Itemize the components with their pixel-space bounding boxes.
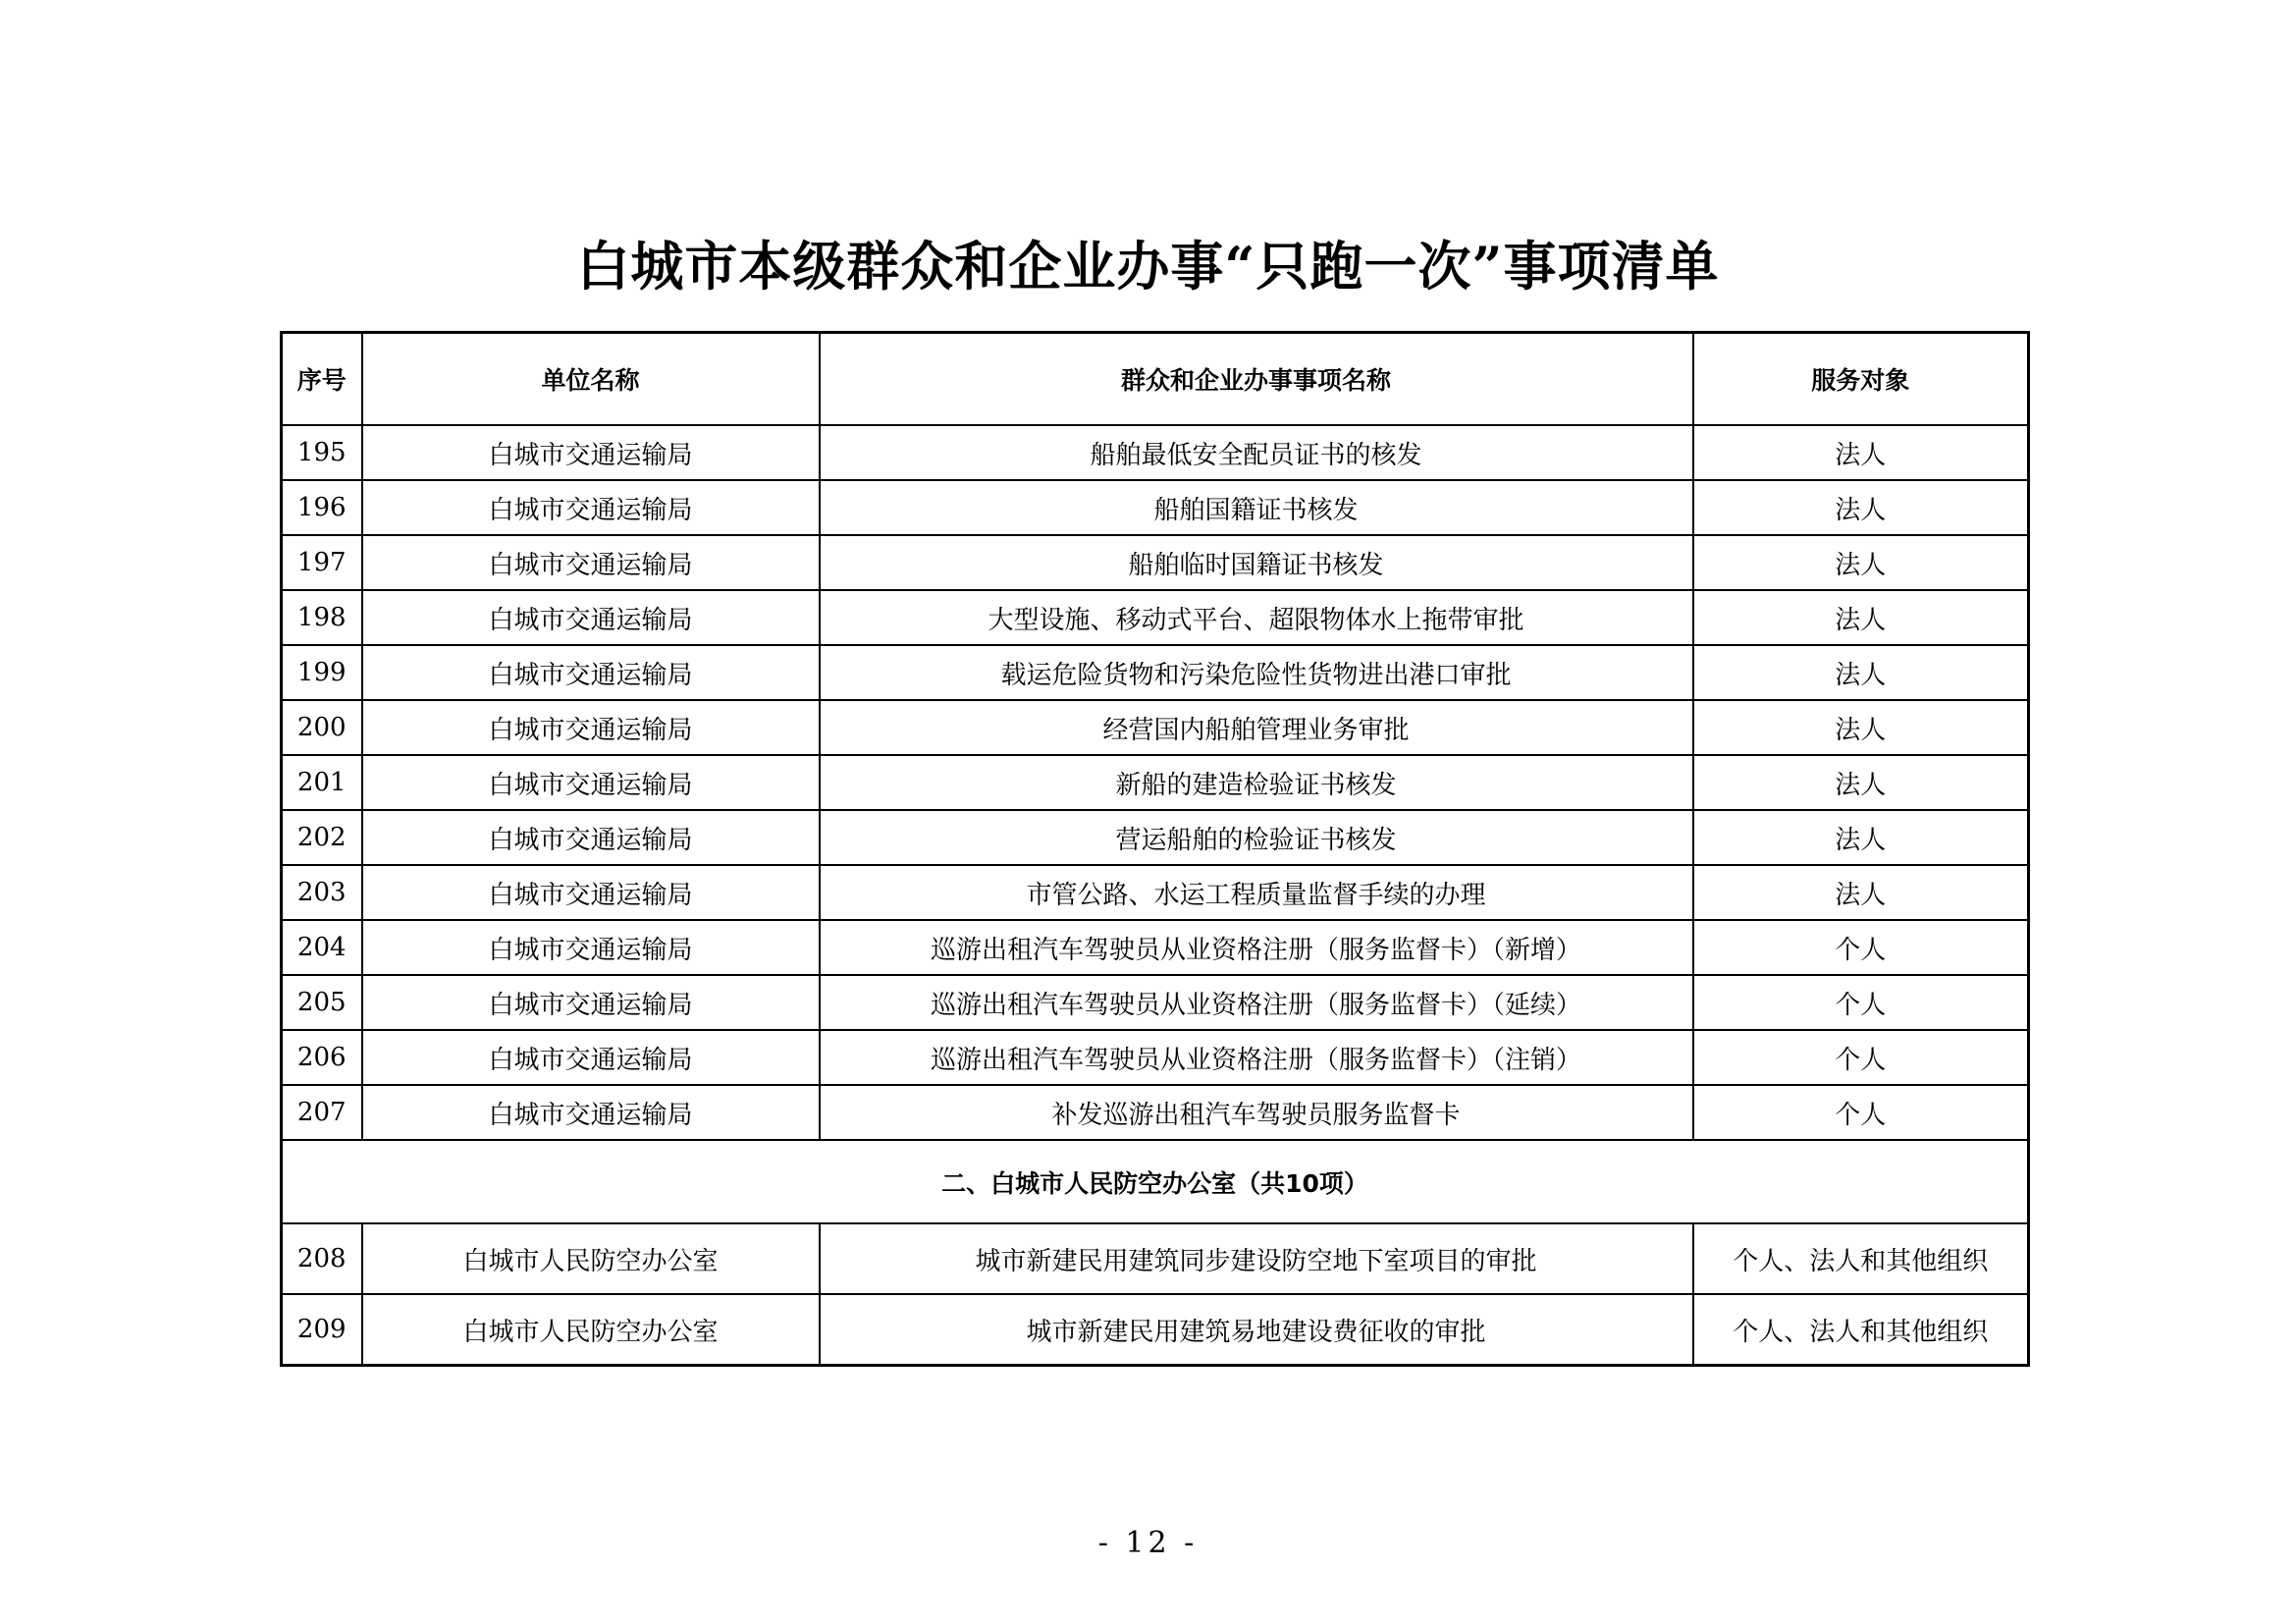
cell-unit: 白城市人民防空办公室 [362, 1223, 820, 1294]
cell-num: 209 [282, 1294, 362, 1366]
cell-target: 个人、法人和其他组织 [1693, 1223, 2029, 1294]
cell-unit: 白城市交通运输局 [362, 700, 820, 755]
cell-num: 201 [282, 755, 362, 810]
cell-unit: 白城市交通运输局 [362, 1030, 820, 1085]
cell-item-name: 城市新建民用建筑同步建设防空地下室项目的审批 [820, 1223, 1693, 1294]
cell-unit: 白城市交通运输局 [362, 535, 820, 590]
cell-item-name: 巡游出租汽车驾驶员从业资格注册（服务监督卡）（注销） [820, 1030, 1693, 1085]
cell-item-name: 载运危险货物和污染危险性货物进出港口审批 [820, 645, 1693, 700]
cell-item-name: 市管公路、水运工程质量监督手续的办理 [820, 865, 1693, 920]
cell-num: 198 [282, 590, 362, 645]
items-table [280, 331, 2030, 1367]
table-row [282, 810, 2029, 865]
table-body [282, 425, 2029, 1366]
cell-num: 205 [282, 975, 362, 1030]
table-row [282, 1223, 2029, 1294]
cell-item-name: 补发巡游出租汽车驾驶员服务监督卡 [820, 1085, 1693, 1140]
cell-num: 203 [282, 865, 362, 920]
table-row [282, 700, 2029, 755]
table-row [282, 1294, 2029, 1366]
header-target: 服务对象 [1693, 333, 2029, 426]
cell-unit: 白城市交通运输局 [362, 810, 820, 865]
cell-target: 个人 [1693, 920, 2029, 975]
cell-target: 个人 [1693, 975, 2029, 1030]
cell-num: 207 [282, 1085, 362, 1140]
cell-item-name: 城市新建民用建筑易地建设费征收的审批 [820, 1294, 1693, 1366]
table-row [282, 755, 2029, 810]
cell-num: 195 [282, 425, 362, 480]
table-row [282, 590, 2029, 645]
cell-num: 202 [282, 810, 362, 865]
cell-num: 199 [282, 645, 362, 700]
cell-num: 204 [282, 920, 362, 975]
cell-target: 法人 [1693, 700, 2029, 755]
table-row [282, 920, 2029, 975]
header-item-name: 群众和企业办事事项名称 [820, 333, 1693, 426]
cell-target: 法人 [1693, 480, 2029, 535]
cell-target: 法人 [1693, 865, 2029, 920]
table-row [282, 425, 2029, 480]
cell-unit: 白城市交通运输局 [362, 975, 820, 1030]
cell-item-name: 船舶临时国籍证书核发 [820, 535, 1693, 590]
cell-item-name: 大型设施、移动式平台、超限物体水上拖带审批 [820, 590, 1693, 645]
section-row [282, 1140, 2029, 1223]
cell-unit: 白城市交通运输局 [362, 865, 820, 920]
cell-unit: 白城市交通运输局 [362, 645, 820, 700]
cell-target: 个人、法人和其他组织 [1693, 1294, 2029, 1366]
cell-unit: 白城市交通运输局 [362, 755, 820, 810]
table-row [282, 480, 2029, 535]
section-title: 二、白城市人民防空办公室（共10项） [282, 1140, 2029, 1223]
header-num: 序号 [282, 333, 362, 426]
cell-unit: 白城市交通运输局 [362, 425, 820, 480]
cell-item-name: 巡游出租汽车驾驶员从业资格注册（服务监督卡）（新增） [820, 920, 1693, 975]
cell-item-name: 船舶国籍证书核发 [820, 480, 1693, 535]
header-unit: 单位名称 [362, 333, 820, 426]
table-row [282, 975, 2029, 1030]
cell-num: 197 [282, 535, 362, 590]
cell-item-name: 经营国内船舶管理业务审批 [820, 700, 1693, 755]
cell-target: 个人 [1693, 1085, 2029, 1140]
document-title: 白城市本级群众和企业办事“只跑一次”事项清单 [576, 235, 1720, 298]
cell-num: 200 [282, 700, 362, 755]
table-row [282, 535, 2029, 590]
cell-target: 法人 [1693, 425, 2029, 480]
cell-num: 196 [282, 480, 362, 535]
cell-unit: 白城市交通运输局 [362, 920, 820, 975]
cell-item-name: 新船的建造检验证书核发 [820, 755, 1693, 810]
cell-target: 法人 [1693, 810, 2029, 865]
cell-unit: 白城市人民防空办公室 [362, 1294, 820, 1366]
table-row [282, 645, 2029, 700]
cell-item-name: 营运船舶的检验证书核发 [820, 810, 1693, 865]
cell-target: 法人 [1693, 645, 2029, 700]
table-row [282, 865, 2029, 920]
cell-target: 个人 [1693, 1030, 2029, 1085]
cell-target: 法人 [1693, 755, 2029, 810]
cell-item-name: 巡游出租汽车驾驶员从业资格注册（服务监督卡）（延续） [820, 975, 1693, 1030]
page-number: - 12 - [1097, 1526, 1199, 1560]
cell-unit: 白城市交通运输局 [362, 590, 820, 645]
cell-unit: 白城市交通运输局 [362, 480, 820, 535]
cell-num: 206 [282, 1030, 362, 1085]
table-header-row [282, 333, 2029, 426]
cell-item-name: 船舶最低安全配员证书的核发 [820, 425, 1693, 480]
cell-num: 208 [282, 1223, 362, 1294]
table-row [282, 1085, 2029, 1140]
cell-unit: 白城市交通运输局 [362, 1085, 820, 1140]
table-row [282, 1030, 2029, 1085]
cell-target: 法人 [1693, 535, 2029, 590]
cell-target: 法人 [1693, 590, 2029, 645]
